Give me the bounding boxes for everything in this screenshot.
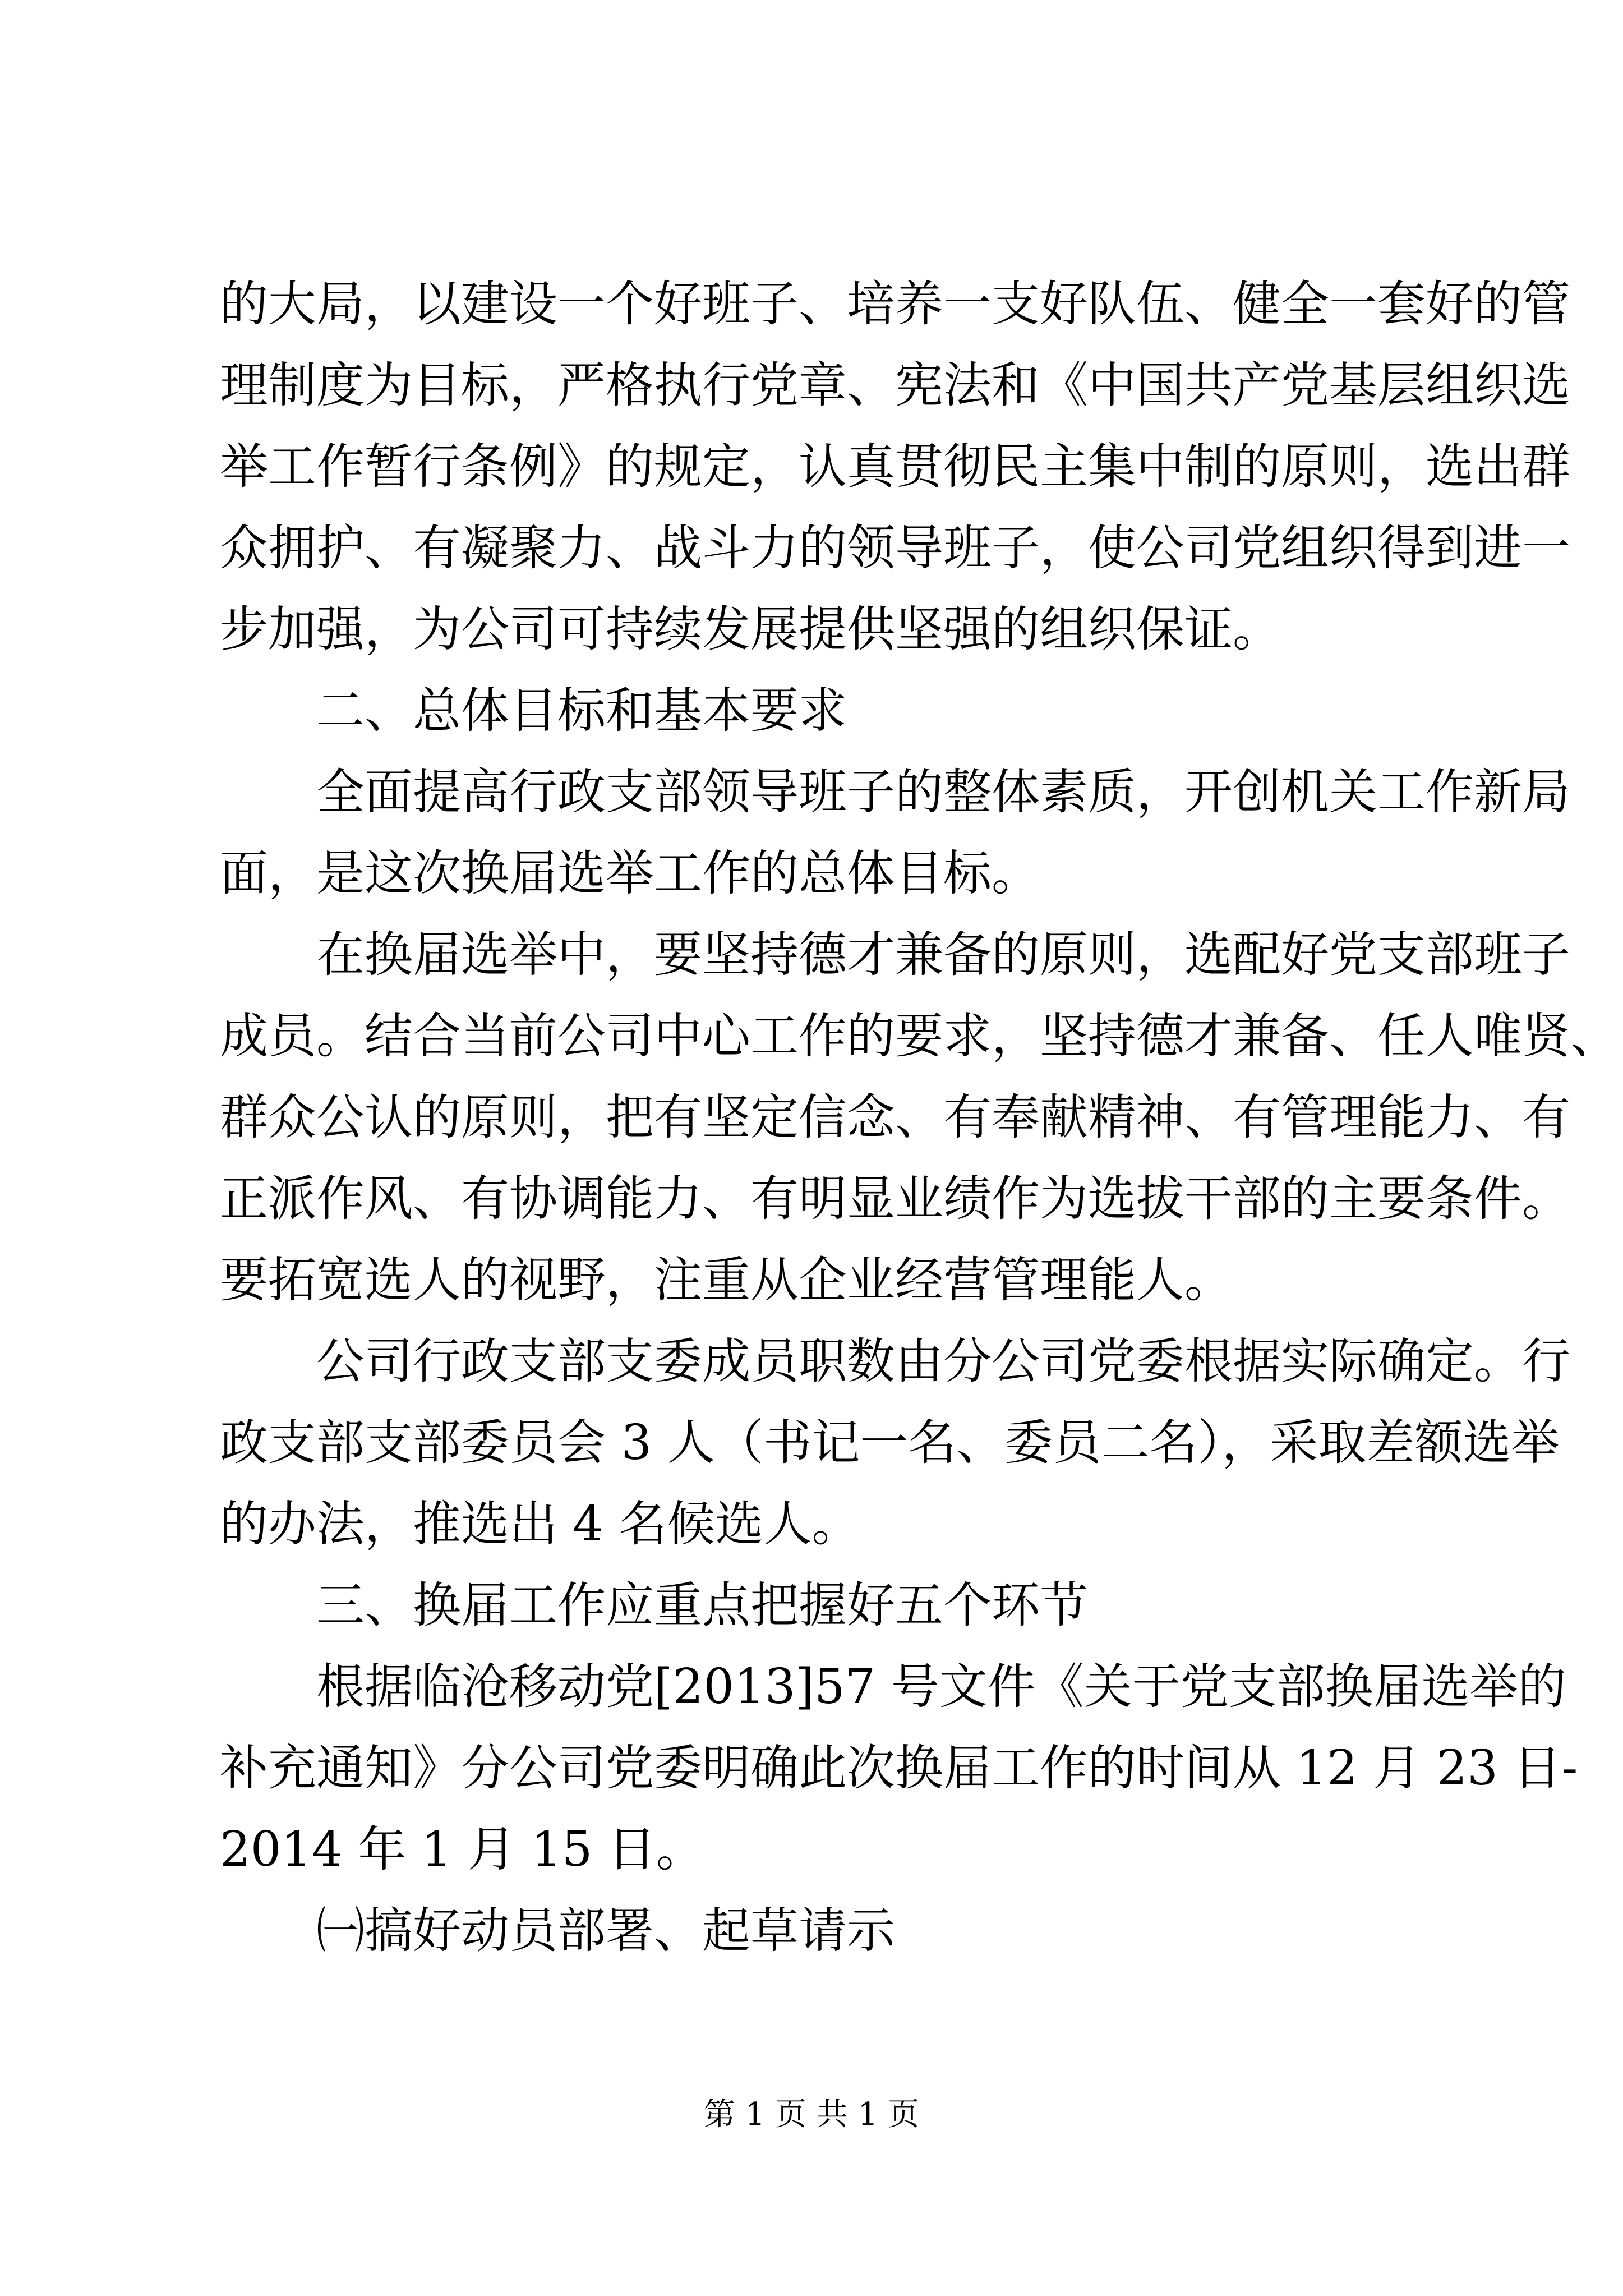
text-line: 成员。结合当前公司中心工作的要求，坚持德才兼备、任人唯贤、	[220, 1008, 1619, 1064]
text-line: 补充通知》分公司党委明确此次换届工作的时间从 12 月 23 日-	[220, 1740, 1578, 1796]
text-line: 群众公认的原则，把有坚定信念、有奉献精神、有管理能力、有	[220, 1089, 1570, 1145]
text-line: 政支部支部委员会 3 人（书记一名、委员二名），采取差额选举	[220, 1415, 1560, 1471]
text-line: 举工作暂行条例》的规定，认真贯彻民主集中制的原则，选出群	[220, 439, 1570, 495]
text-line: 要拓宽选人的视野，注重从企业经营管理能人。	[220, 1252, 1233, 1308]
section-heading: 三、换届工作应重点把握好五个环节	[316, 1577, 1088, 1634]
text-line: 公司行政支部支委成员职数由分公司党委根据实际确定。行	[316, 1333, 1570, 1389]
text-line: 步加强，为公司可持续发展提供坚强的组织保证。	[220, 601, 1281, 657]
text-line: 理制度为目标，严格执行党章、宪法和《中国共产党基层组织选	[220, 357, 1570, 413]
text-line: 2014 年 1 月 15 日。	[220, 1821, 704, 1878]
text-line: 众拥护、有凝聚力、战斗力的领导班子，使公司党组织得到进一	[220, 520, 1570, 576]
text-line: 面，是这次换届选举工作的总体目标。	[220, 845, 1040, 901]
section-heading: 二、总体目标和基本要求	[316, 683, 847, 739]
text-line: 在换届选举中，要坚持德才兼备的原则，选配好党支部班子	[316, 927, 1570, 983]
text-line: 的办法，推选出 4 名候选人。	[220, 1496, 860, 1552]
page-number-footer: 第 1 页 共 1 页	[703, 2096, 920, 2133]
text-line: 全面提高行政支部领导班子的整体素质，开创机关工作新局	[316, 764, 1570, 820]
subsection-heading: ㈠搞好动员部署、起草请示	[316, 1903, 895, 1959]
text-line: 根据临沧移动党[2013]57 号文件《关于党支部换届选举的	[316, 1659, 1566, 1715]
text-line: 正派作风、有协调能力、有明显业绩作为选拔干部的主要条件。	[220, 1171, 1570, 1227]
text-line: 的大局，以建设一个好班子、培养一支好队伍、健全一套好的管	[220, 276, 1570, 332]
